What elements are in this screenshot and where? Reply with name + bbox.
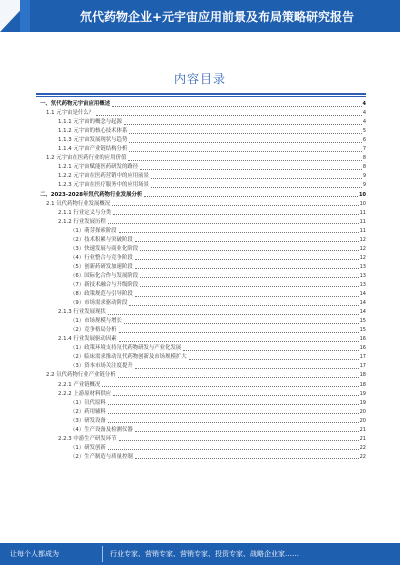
toc-entry[interactable] bbox=[36, 263, 366, 272]
toc-entry[interactable] bbox=[36, 435, 366, 444]
toc-entry[interactable] bbox=[36, 326, 366, 335]
toc-entry-title: 1.2.1 元宇宙赋能医药研发的路径 bbox=[58, 164, 139, 171]
footer-bar bbox=[0, 543, 400, 565]
toc-leader-dots bbox=[135, 295, 359, 297]
toc-page-number: 16 bbox=[359, 345, 366, 352]
toc-leader-dots bbox=[140, 276, 359, 278]
toc-page-number: 10 bbox=[359, 191, 366, 198]
toc-page-number: 4 bbox=[362, 101, 366, 108]
toc-entry[interactable] bbox=[36, 399, 366, 408]
toc-entry[interactable] bbox=[36, 236, 366, 245]
toc-entry[interactable] bbox=[36, 353, 366, 362]
toc-page-number: 4 bbox=[362, 110, 366, 117]
toc-page-number: 16 bbox=[359, 336, 366, 343]
toc-entry-title: （8）政策规范与引导阶段 bbox=[70, 291, 133, 298]
toc-leader-dots bbox=[140, 285, 359, 287]
toc-page-number: 21 bbox=[359, 426, 366, 433]
toc-entry[interactable] bbox=[36, 390, 366, 399]
toc-entry[interactable] bbox=[36, 100, 366, 109]
toc-entry[interactable] bbox=[36, 190, 366, 199]
toc-entry-title: （4）生产设备及检测仪器 bbox=[70, 426, 133, 433]
toc-entry-title: （2）临床需求推动氘代药物创新及市场规模扩大 bbox=[70, 354, 187, 361]
toc-entry-title: （2）生产制造与质量控制 bbox=[70, 453, 133, 460]
footer-separator bbox=[102, 546, 103, 562]
toc-entry-title: 1.2.3 元宇宙在医疗服务中的应用场景 bbox=[58, 182, 149, 189]
toc-page-number: 22 bbox=[359, 453, 366, 460]
toc-entry-title: 2.2.2 上游原材料供应 bbox=[58, 390, 112, 397]
toc-entry[interactable] bbox=[36, 299, 366, 308]
toc-entry-title: （2）药用辅料 bbox=[70, 408, 106, 415]
toc-page-number: 9 bbox=[362, 182, 366, 189]
toc-leader-dots bbox=[119, 439, 359, 441]
toc-page-number: 13 bbox=[359, 263, 366, 270]
table-of-contents bbox=[36, 100, 366, 462]
footer-roles: 行业专家、营销专家、营销专家、投资专家、战略企业家…… bbox=[110, 550, 299, 558]
toc-entry-title: （1）政策环境支持氘代药物研发与产业化发展 bbox=[70, 345, 182, 352]
toc-entry-title: （4）行业整合与竞争阶段 bbox=[70, 254, 133, 261]
toc-leader-dots bbox=[119, 331, 359, 333]
toc-page-number: 20 bbox=[359, 408, 366, 415]
toc-entry-title: （9）市场需求驱动阶段 bbox=[70, 300, 128, 307]
toc-entry[interactable] bbox=[36, 118, 366, 127]
toc-entry[interactable] bbox=[36, 109, 366, 118]
toc-leader-dots bbox=[119, 340, 359, 342]
toc-leader-dots bbox=[113, 394, 358, 396]
toc-leader-dots bbox=[144, 195, 358, 197]
toc-page-number: 14 bbox=[359, 300, 366, 307]
toc-leader-dots bbox=[140, 168, 362, 170]
toc-entry-title: 1.1.3 元宇宙发展现状与趋势 bbox=[58, 137, 128, 144]
toc-entry-title: 2.1.4 行业发展驱动因素 bbox=[58, 336, 117, 343]
toc-divider bbox=[36, 93, 366, 95]
header-stripe-decoration bbox=[20, 0, 30, 32]
toc-leader-dots bbox=[128, 159, 361, 161]
toc-leader-dots bbox=[108, 403, 359, 405]
toc-page-number: 18 bbox=[359, 381, 366, 388]
toc-page-number: 18 bbox=[359, 372, 366, 379]
toc-leader-dots bbox=[112, 204, 358, 206]
toc-page-number: 19 bbox=[359, 390, 366, 397]
toc-leader-dots bbox=[129, 150, 361, 152]
toc-page-number: 13 bbox=[359, 272, 366, 279]
toc-entry-title: 2.1.2 行业发展历程 bbox=[58, 218, 106, 225]
toc-entry-title: 2.1.3 行业发展现状 bbox=[58, 309, 106, 316]
toc-entry[interactable] bbox=[36, 254, 366, 263]
toc-leader-dots bbox=[102, 385, 358, 387]
toc-entry-title: （6）国际化合作与发展阶段 bbox=[70, 272, 139, 279]
toc-page-number: 19 bbox=[359, 399, 366, 406]
toc-entry[interactable] bbox=[36, 426, 366, 435]
toc-entry[interactable] bbox=[36, 362, 366, 371]
toc-page-number: 11 bbox=[359, 209, 366, 216]
toc-entry-title: （7）新技术融合与升级阶段 bbox=[70, 281, 139, 288]
toc-page-number: 5 bbox=[362, 128, 366, 135]
toc-entry[interactable] bbox=[36, 371, 366, 380]
toc-entry[interactable] bbox=[36, 308, 366, 317]
toc-leader-dots bbox=[135, 367, 359, 369]
toc-divider-thin bbox=[36, 96, 366, 97]
toc-leader-dots bbox=[129, 141, 361, 143]
toc-entry[interactable] bbox=[36, 417, 366, 426]
toc-entry-title: （3）研发设备 bbox=[70, 417, 106, 424]
toc-entry-title: （3）资本市场关注度提升 bbox=[70, 363, 133, 370]
toc-entry[interactable] bbox=[36, 227, 366, 236]
toc-page-number: 15 bbox=[359, 327, 366, 334]
toc-leader-dots bbox=[151, 186, 362, 188]
toc-leader-dots bbox=[108, 421, 359, 423]
toc-entry-title: 1.1.1 元宇宙的概念与起源 bbox=[58, 119, 122, 126]
toc-entry-title: （1）研发创新 bbox=[70, 444, 106, 451]
toc-page-number: 8 bbox=[362, 164, 366, 171]
toc-entry[interactable] bbox=[36, 453, 366, 462]
toc-entry-title: （2）技术积累与突破阶段 bbox=[70, 236, 133, 243]
toc-leader-dots bbox=[112, 105, 361, 107]
toc-entry-title: 2.2.3 中游生产研发环节 bbox=[58, 435, 117, 442]
toc-page-number: 11 bbox=[359, 218, 366, 225]
toc-leader-dots bbox=[118, 376, 359, 378]
toc-page-number: 10 bbox=[359, 200, 366, 207]
toc-leader-dots bbox=[140, 249, 359, 251]
toc-page-number: 14 bbox=[359, 291, 366, 298]
toc-page-number: 22 bbox=[359, 444, 366, 451]
toc-entry-title: （5）创新药研发加速阶段 bbox=[70, 263, 133, 270]
toc-leader-dots bbox=[124, 123, 362, 125]
footer-slogan: 让每个人都成为 bbox=[10, 550, 59, 558]
toc-page-number: 12 bbox=[359, 245, 366, 252]
toc-leader-dots bbox=[96, 114, 362, 116]
toc-page-number: 17 bbox=[359, 354, 366, 361]
toc-page-number: 13 bbox=[359, 281, 366, 288]
toc-entry[interactable] bbox=[36, 209, 366, 218]
toc-leader-dots bbox=[135, 240, 359, 242]
toc-leader-dots bbox=[151, 177, 362, 179]
toc-entry-title: 2.1.1 行业定义与分类 bbox=[58, 209, 112, 216]
toc-entry[interactable] bbox=[36, 163, 366, 172]
toc-entry[interactable] bbox=[36, 408, 366, 417]
toc-page-number: 4 bbox=[362, 119, 366, 126]
toc-page-number: 9 bbox=[362, 173, 366, 180]
toc-entry-title: （1）氘代原料 bbox=[70, 399, 106, 406]
report-title: 氘代药物企业+元宇宙应用前景及布局策略研究报告 bbox=[79, 10, 355, 24]
toc-entry-title: 一、氘代药物元宇宙应用概述 bbox=[40, 101, 111, 108]
toc-entry[interactable] bbox=[36, 127, 366, 136]
toc-page-number: 7 bbox=[362, 146, 366, 153]
report-header-bar bbox=[0, 0, 400, 32]
toc-entry[interactable] bbox=[36, 290, 366, 299]
toc-entry-title: 1.2.2 元宇宙在医药营销中的应用前景 bbox=[58, 173, 149, 180]
toc-entry[interactable] bbox=[36, 317, 366, 326]
toc-leader-dots bbox=[108, 412, 359, 414]
toc-entry[interactable] bbox=[36, 145, 366, 154]
toc-entry[interactable] bbox=[36, 444, 366, 453]
toc-entry-title: 1.1.2 元宇宙的核心技术体系 bbox=[58, 128, 128, 135]
toc-leader-dots bbox=[124, 322, 359, 324]
toc-entry[interactable] bbox=[36, 200, 366, 209]
toc-leader-dots bbox=[135, 267, 359, 269]
toc-leader-dots bbox=[108, 222, 359, 224]
toc-entry-title: 2.2.1 产业链概况 bbox=[58, 381, 101, 388]
toc-entry[interactable] bbox=[36, 380, 366, 389]
toc-entry[interactable] bbox=[36, 172, 366, 181]
toc-page-number: 14 bbox=[359, 309, 366, 316]
toc-leader-dots bbox=[129, 132, 361, 134]
toc-entry-title: 2.1 氘代药物行业发展概况 bbox=[46, 200, 111, 207]
toc-leader-dots bbox=[189, 358, 359, 360]
toc-heading: 内容目录 bbox=[173, 72, 226, 86]
toc-entry[interactable] bbox=[36, 136, 366, 145]
toc-page-number: 6 bbox=[362, 137, 366, 144]
toc-entry[interactable] bbox=[36, 218, 366, 227]
toc-entry[interactable] bbox=[36, 272, 366, 281]
toc-entry[interactable] bbox=[36, 344, 366, 353]
toc-entry-title: 1.2 元宇宙在医药行业的应用价值 bbox=[46, 155, 127, 162]
toc-page-number: 17 bbox=[359, 363, 366, 370]
toc-leader-dots bbox=[135, 457, 359, 459]
toc-entry[interactable] bbox=[36, 181, 366, 190]
toc-leader-dots bbox=[135, 258, 359, 260]
toc-entry[interactable] bbox=[36, 154, 366, 163]
toc-entry-title: （2）竞争格局分析 bbox=[70, 327, 117, 334]
toc-entry-title: （1）市场规模与增长 bbox=[70, 318, 122, 325]
toc-page-number: 15 bbox=[359, 318, 366, 325]
toc-leader-dots bbox=[113, 213, 358, 215]
toc-page-number: 12 bbox=[359, 236, 366, 243]
toc-page-number: 8 bbox=[362, 155, 366, 162]
toc-entry[interactable] bbox=[36, 335, 366, 344]
toc-page-number: 11 bbox=[359, 227, 366, 234]
toc-entry-title: 1.1 元宇宙是什么？ bbox=[46, 110, 95, 117]
toc-page-number: 12 bbox=[359, 254, 366, 261]
toc-entry-title: （1）萌芽探索阶段 bbox=[70, 227, 117, 234]
toc-leader-dots bbox=[129, 304, 358, 306]
toc-entry[interactable] bbox=[36, 245, 366, 254]
toc-leader-dots bbox=[183, 349, 358, 351]
toc-entry-title: （3）快速发展与商业化阶段 bbox=[70, 245, 139, 252]
toc-leader-dots bbox=[108, 448, 359, 450]
toc-entry-title: 2.2 氘代药物行业产业链分析 bbox=[46, 372, 116, 379]
toc-page-number: 21 bbox=[359, 435, 366, 442]
toc-entry[interactable] bbox=[36, 281, 366, 290]
toc-leader-dots bbox=[135, 430, 359, 432]
toc-page-number: 20 bbox=[359, 417, 366, 424]
toc-entry-title: 1.1.4 元宇宙产业链结构分析 bbox=[58, 146, 128, 153]
toc-entry-title: 二、2023-2028年氘代药物行业发展分析 bbox=[40, 191, 143, 198]
toc-leader-dots bbox=[108, 313, 359, 315]
toc-leader-dots bbox=[119, 231, 359, 233]
